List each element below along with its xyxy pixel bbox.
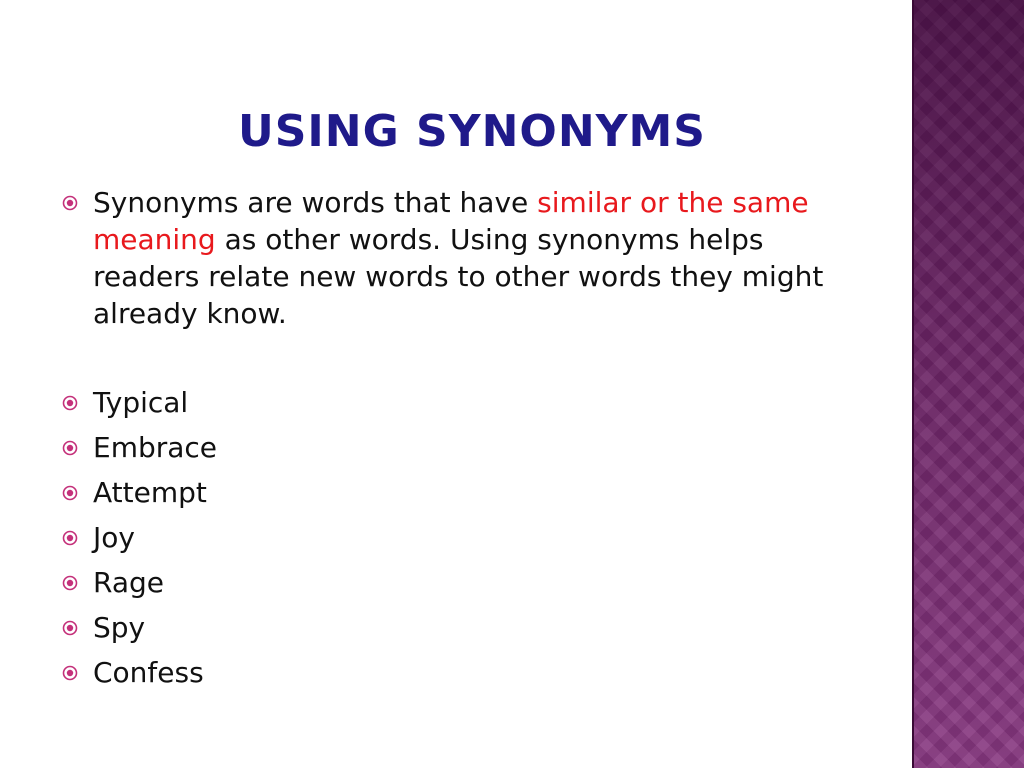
word-label: Embrace — [93, 431, 218, 464]
intro-text-before: Synonyms are words that have — [93, 186, 538, 219]
word-label: Typical — [93, 386, 189, 419]
slide-title: USING SYNONYMS — [238, 106, 706, 157]
word-label: Spy — [93, 611, 146, 644]
word-item — [62, 609, 832, 646]
word-item — [62, 564, 832, 601]
circled-dot-bullet-icon — [62, 530, 78, 546]
word-item — [62, 654, 832, 691]
slide-content — [62, 184, 832, 699]
intro-highlight: similar or the same meaning — [93, 186, 809, 256]
word-label: Attempt — [93, 476, 207, 509]
circled-dot-bullet-icon — [62, 665, 78, 681]
circled-dot-bullet-icon — [62, 395, 78, 411]
word-label: Rage — [93, 566, 164, 599]
decorative-sidebar — [912, 0, 1024, 768]
circled-dot-bullet-icon — [62, 485, 78, 501]
word-item — [62, 519, 832, 556]
intro-text-after: as other words. Using synonyms helps readers relate new words to other words they might already know. — [93, 223, 824, 330]
word-item — [62, 474, 832, 511]
circled-dot-bullet-icon — [62, 620, 78, 636]
intro-paragraph — [62, 184, 832, 332]
word-label: Confess — [93, 656, 204, 689]
circled-dot-bullet-icon — [62, 195, 78, 211]
word-item — [62, 429, 832, 466]
circled-dot-bullet-icon — [62, 575, 78, 591]
circled-dot-bullet-icon — [62, 440, 78, 456]
word-label: Joy — [93, 521, 135, 554]
word-item — [62, 384, 832, 421]
